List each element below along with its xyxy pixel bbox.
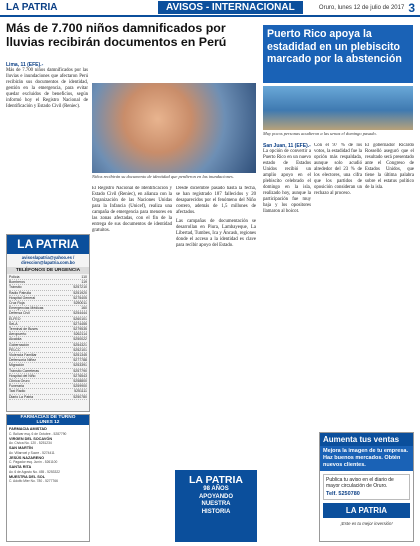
directory-entry-name: Cruz Roja [9,301,25,306]
directory-entry-name: Tránsito [9,285,22,290]
directory-entry-name: FELCC [9,347,21,352]
directory-entry-phone: 5251920 [73,290,87,295]
masthead-brand: LA PATRIA [6,2,58,13]
directory-entry-phone: 5254444 [73,311,87,316]
pharmacy-address: C. Adolfo Mier No. 780 - 5277766 [9,479,58,483]
directory-title: TELÉFONOS DE URGENCIA [7,267,89,274]
directory-entry-name: Defensa Civil [9,311,30,316]
right-article-byline: San Juan, 11 (EFE).- [263,143,311,149]
left-article-col-1 [6,62,88,232]
directory-entry-phone: 5262114 [73,332,87,337]
anniversary-line: HISTORIA [201,508,231,515]
pharmacy-header [7,415,89,425]
anniversary-line: APOYANDO [198,493,234,500]
directory-entry-name: Defensoría Niñez [9,358,37,363]
left-article-col-2 [92,186,172,471]
directory-list [7,275,89,400]
directory-entry-phone: 5254321 [73,342,87,347]
pharmacy-address: C. Pagador esq. Junín - 5261100 [9,460,58,464]
directory-entry-phone: 5250780 [73,394,87,399]
left-article-text-3: Desde diciembre pasado hasta la fecha, se han registrado 187 fallecidos y 20 desaparecidos por el fenómeno del Niño costero, además de 1,5 millones de afectados. [176,186,256,215]
directory-entry-phone: 5251345 [73,353,87,358]
voting-photo [263,86,413,130]
directory-entry-phone: 5250011 [73,301,87,306]
left-article-text-2: El Registro Nacional de Identificación y Estado Civil (Reniec), en alianza con la Organización de las Naciones Unidas para la Infancia (Unicef), realiza una campaña de emergencia para menores en las zonas afectadas, con el fin de la entrega de sus documentos de identidad gratuitos. [92,186,172,233]
directory-entry-phone: 5257210 [73,285,87,290]
edition-date: Oruro, lunes 12 de julio de 2017 [318,4,405,11]
directory-row [9,395,87,400]
directory-entry-phone: 5253391 [73,363,87,368]
pharmacy-name: MUESTRA DEL SOL [9,474,46,479]
directory-entry-phone: 5257790 [73,368,87,373]
directory-entry-name: Tránsito Carreteras [9,368,40,373]
ad-body: Publica tu aviso en el diario de mayor circulación de Oruro. [326,477,394,489]
left-article-headline: Más de 7.700 niños damnificados por lluvias recibirán documentos en Perú [6,21,227,49]
directory-entry-phone: 5251111 [74,389,87,394]
pharmacy-box [6,414,90,542]
directory-entry-phone: 119 [81,280,87,285]
directory-entry-name: Violencia Familiar [9,353,37,358]
directory-entry-name: ELFEO [9,316,21,321]
anniversary-line: 98 AÑOS [203,486,229,492]
directory-entry-phone: 5275405 [73,295,87,300]
directory-entry-name: Migración [9,363,25,368]
directory-email: avisoslapatria@yahoo.es / direccion@lapatria.com.bo [21,255,75,265]
directory-entry-name: Taxi Radio [9,389,26,394]
directory-entry-phone: 5277788 [73,358,87,363]
pharmacy-list [7,425,89,484]
ad-footer: ¡Este es tu mejor inversión! [340,521,393,526]
pharmacy-address: Av. 6 de Agosto No. 455 - 5253322 [9,469,61,474]
directory-entry-name: Hospital General [9,295,36,300]
pharmacy-name: VIRGEN DEL SOCAVÓN [9,436,53,441]
directory-entry-phone: 5276543 [73,373,87,378]
directory-entry-name: Alcaldía [9,337,22,342]
pharmacy-name: SAN MARTÍN [9,446,33,450]
directory-entry-phone: 110 [81,275,87,279]
directory-entry-name: Bomberos [9,280,25,285]
pharmacy-address: Av. Villarroel y Sucre - 5274411 [9,450,55,455]
directory-brand: LA PATRIA [7,235,89,254]
directory-entry-name: Radio Patrulla [9,290,31,295]
page-number: 3 [408,0,415,15]
pharmacy-name: JESÚS NAZARENO [9,455,45,460]
pharmacy-address: C. Bolívar esq. 6 de Octubre - 5287790 [9,431,67,436]
directory-entry-name: Emergencias Médicas [9,306,44,311]
directory-entry-name: SeLA [9,321,18,326]
left-article-text-1: Más de 7.700 niños damnificados por las lluvias e inundaciones que afectaron Perú recibirán sus documentos de identidad, gestión en la emergencia, para evitar quedar excluidos de beneficios, según informó hoy el Registro Nacional de Identificación y Estado Civil (Reniec). [6,68,88,109]
anniversary-brand: LA PATRIA [188,474,244,486]
right-article-col-1 [263,143,311,533]
pharmacy-day: LUNES 12 [36,420,60,425]
anniversary-box [175,470,257,542]
voting-photo-caption: Muy pocos personas acudieron a las urnas el domingo pasado. [263,131,377,136]
right-article-text-3: El gobernador Ricardo Rosselló aseguró que el resultado será presentado ante el Congreso de Estados Unidos, que tiene la última palabra sobre el estatus político de la isla. [365,143,414,190]
masthead [0,0,420,17]
directory-entry-name: Clínica Oruro [9,379,30,384]
pharmacy-address: Av. Cívica No. 120 - 5251234 [9,441,52,445]
pharmacy-name: FARMACIA AMISTAD [9,427,47,431]
right-article-text-1: La opción de convertir a Puerto Rico en un nuevo estado de Estados Unidos recibió un amplio apoyo en el plebiscito celebrado el domingo en la isla, realizado hoy, aunque la participación fue muy baja y los opositores llamaron al boicot. [263,149,311,214]
right-article-col-2 [314,143,362,428]
directory-entry-phone: 5260101 [73,316,87,321]
ad-body-box [323,474,410,500]
directory-entry-name: Terminal de Buses [9,327,38,332]
directory-entry-name: Aeropuerto [9,332,27,337]
advertisement [319,432,414,542]
ad-heading: Aumenta tus ventas [320,433,413,446]
ad-logo: LA PATRIA [323,503,410,518]
directory-entry-name: Gobernación [9,342,30,347]
directory-entry-phone: 5252101 [73,347,87,352]
directory-entry-name: Diario La Patria [9,394,34,399]
directory-entry-phone: 5274455 [73,321,87,326]
directory-entry-phone: 5250022 [73,337,87,342]
children-photo [92,83,256,173]
left-article-col-3 [176,186,256,466]
right-article-headline: Puerto Rico apoya la estadidad en un plebiscito marcado por la abstención [263,25,413,83]
directory-entry-phone: 5259900 [73,384,87,389]
anniversary-line: NUESTRA [201,501,231,507]
directory-entry-name: Hospital del Niño [9,373,36,378]
section-title: AVISOS - INTERNACIONAL [158,1,303,14]
left-article-byline: Lima, 11 (EFE).- [6,62,44,68]
directory-entry-name: Policía [9,275,20,279]
right-article-text-2: Con el 97 % de los votos, la estadidad fue la opción más respaldada, aunque solo acudió alrededor del 23 % de los electores, una cifra que los partidos de oposición consideran un rechazo al proceso. [314,143,362,196]
directory-entry-phone: 5258800 [73,379,87,384]
directory-entry-phone: 160 [81,306,87,311]
ad-phone: Telf. 5250780 [326,491,360,497]
emergency-directory [6,234,90,412]
directory-entry-name: Funeraria [9,384,24,389]
left-article-text-4: Las campañas de documentación se desarrollan en Piura, Lambayeque, La Libertad, Tumbes, Ica y Áncash, regiones donde el acceso a la identidad es clave para recibir apoyo del Estado. [176,219,256,248]
ad-subheading: Mejora la imagen de tu empresa. Haz buenos mercados. Obtén nuevos clientes. [320,446,413,471]
pharmacy-title: FARMACIAS DE TURNO [20,415,76,420]
right-article-col-3 [365,143,414,428]
directory-entry-phone: 5279535 [73,327,87,332]
children-photo-caption: Niños recibirán su documento de identidad que perdieron en las inundaciones. [92,174,234,179]
pharmacy-name: SANTA RITA [9,465,32,469]
